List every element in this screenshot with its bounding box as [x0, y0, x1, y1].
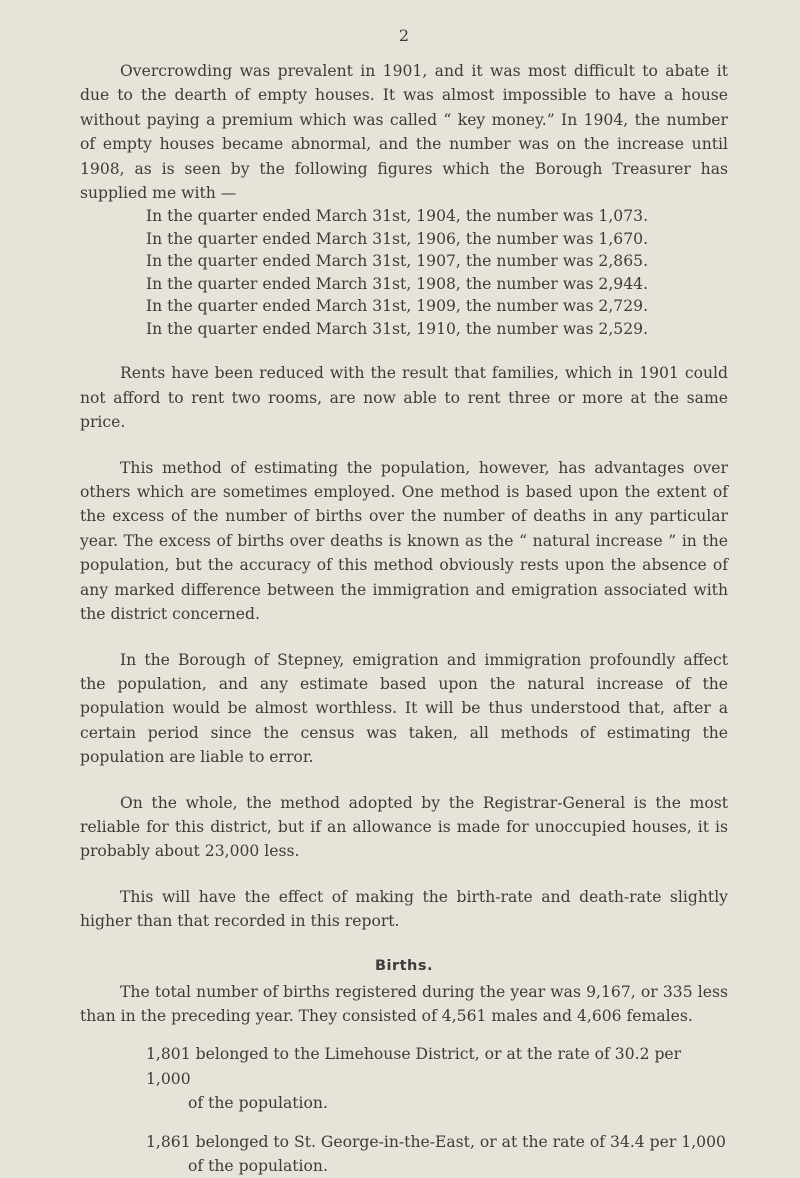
births-description-continued: of the population.: [188, 1094, 328, 1113]
figure-line: In the quarter ended March 31st, 1909, the number was 2,729.: [146, 297, 649, 316]
births-item-limehouse: [80, 1042, 728, 1115]
births-item-st-george: [80, 1130, 728, 1178]
paragraph-rates-effect: This will have the effect of making the birth-rate and death-rate slightly higher than that recorded in this report.: [80, 887, 728, 931]
paragraph-overcrowding: Overcrowding was prevalent in 1901, and it was most difficult to abate it due to the dearth of empty houses. It was almost impossible to have a house without paying a premium which was called “ key money.” In 1904, the number of empty houses became abnormal, and the number was on the increase until 1908, as is seen by the following figures which the Borough Treasurer has supplied me with —: [80, 62, 728, 203]
births-count: 1,801: [146, 1045, 191, 1064]
empty-houses-figures: [80, 205, 728, 340]
paragraph-estimation-method: This method of estimating the population, however, has advantages over others which are sometimes employed. One method is based upon the extent of the excess of the number of births over the number of deaths in any particular year. The excess of births over deaths is known as the “ natural increase ” in the population, but the accuracy of this method obviously rests upon the absence of any marked difference between the immigration and emigration associated with the district concerned.: [80, 458, 728, 624]
figure-line: In the quarter ended March 31st, 1908, the number was 2,944.: [146, 274, 649, 293]
paragraph-registrar-general: On the whole, the method adopted by the Registrar-General is the most reliable for this district, but if an allowance is made for unoccupied houses, it is probably about 23,000 less.: [80, 793, 728, 861]
figure-line: In the quarter ended March 31st, 1904, the number was 1,073.: [146, 207, 649, 226]
births-count: 1,861: [146, 1132, 191, 1151]
paragraph-rents: Rents have been reduced with the result that families, which in 1901 could not afford to rent two rooms, are now able to rent three or more at the same price.: [80, 364, 728, 432]
births-description-continued: of the population.: [188, 1157, 328, 1175]
paragraph-births-total: The total number of births registered during the year was 9,167, or 335 less than in the preceding year. They consisted of 4,561 males and 4,606 females.: [80, 982, 728, 1025]
births-description: belonged to the Limehouse District, or at the rate of 30.2 per 1,000: [146, 1045, 682, 1088]
figure-line: In the quarter ended March 31st, 1910, the number was 2,529.: [146, 319, 649, 338]
section-heading-births: Births.: [374, 957, 434, 974]
paragraph-stepney: In the Borough of Stepney, emigration and immigration profoundly affect the population, and any estimate based upon the natural increase of the population would be almost worthless. It will be thus understood that, after a certain period since the census was taken, all methods of estimating the population are liable to error.: [80, 650, 728, 767]
figure-line: In the quarter ended March 31st, 1906, the number was 1,670.: [146, 229, 649, 248]
births-description: belonged to St. George-in-the-East, or at the rate of 34.4 per 1,000: [195, 1132, 726, 1151]
figure-line: In the quarter ended March 31st, 1907, the number was 2,865.: [146, 252, 649, 271]
page-number: 2: [398, 26, 410, 45]
